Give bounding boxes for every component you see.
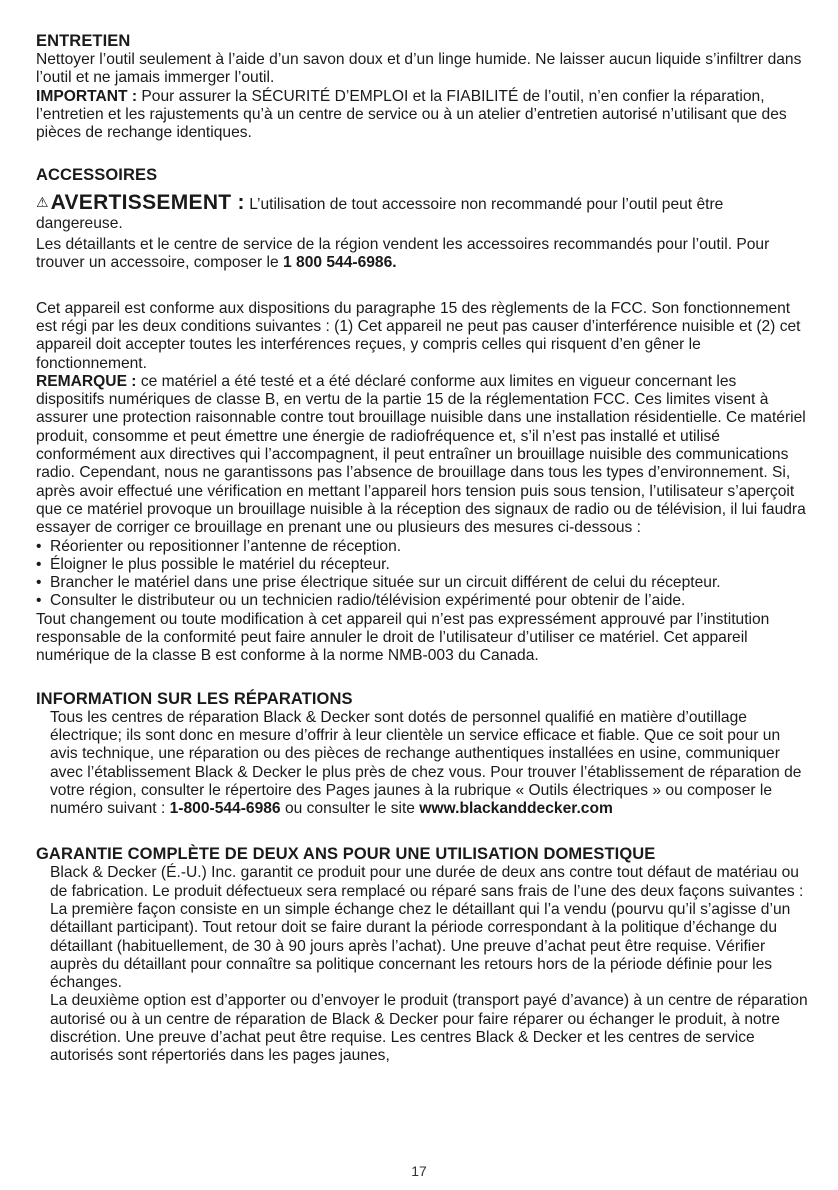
important-text: Pour assurer la SÉCURITÉ D’EMPLOI et la FIABILITÉ de l’outil, n’en confier la réparation, l’entretien et les rajustements qu’à un centre de service ou à un atelier d’entretien autorisé n’utilisant que des pièces de rechange identiques. — [36, 87, 787, 142]
garantie-heading: GARANTIE COMPLÈTE DE DEUX ANS POUR UNE UTILISATION DOMESTIQUE — [36, 845, 656, 864]
reparations-paragraph: Tous les centres de réparation Black & Decker sont dotés de personnel qualifié en matière d’outillage électrique; ils sont donc en mesure d’offrir à leur clientèle un service efficace et fiable. Que ce soit pour un avis technique, une réparation ou des pièces de rechange authentiques installées en usine, communiquer avec l’établissement Black & Decker le plus près de chez vous. Pour trouver l’établissement de réparation de votre région, consulter le répertoire des Pages jaunes à la rubrique « Outils électriques » ou composer le numéro suivant : 1-800-544-6986 ou consulter le site www.blackanddecker.com — [50, 708, 802, 818]
important-label: IMPORTANT : — [36, 87, 138, 105]
manual-page — [36, 32, 808, 1066]
garantie-paragraph: La première façon consiste en un simple échange chez le détaillant qui l’a vendu (pourvu qu’il s’agisse d’un détaillant participant). Tout retour doit se faire durant la période correspondant à la politique d’échange du détaillant (habituellement, de 30 à 90 jours après l’achat). Une preuve d’achat peut être requise. Vérifier auprès du détaillant pour connaître sa politique concernant les retours hors de la période définie pour les échanges. — [50, 900, 791, 992]
accessoires-paragraph — [36, 236, 808, 273]
accessoires-phone: 1 800 544-6986. — [283, 254, 397, 272]
fcc-bullet-item: • Éloigner le plus possible le matériel du récepteur. — [36, 555, 390, 573]
entretien-heading: ENTRETIEN — [36, 32, 131, 50]
remarque-label: REMARQUE : — [36, 372, 137, 390]
warning-triangle-icon: ⚠ — [36, 194, 49, 211]
garantie-paragraph: La deuxième option est d’apporter ou d’envoyer le produit (transport payé d’avance) à un centre de réparation autorisé ou à un centre de réparation de Black & Decker pour faire réparer ou échanger le produit, à notre discrétion. Une preuve d’achat peut être requise. Les centres Black & Decker et les centres de service autorisés sont répertoriés dans les pages jaunes, — [50, 992, 808, 1065]
fcc-paragraph: Cet appareil est conforme aux dispositions du paragraphe 15 des règlements de la FCC. Son fonctionnement est régi par les deux conditions suivantes : (1) Cet appareil ne peut pas causer d’interférence nuisible et (2) cet appareil doit accepter toutes les interférences reçues, y compris celles qui risquent d’en gêner le fonctionnement. — [36, 299, 801, 372]
website-link[interactable]: www.blackanddecker.com — [419, 800, 613, 818]
warning-paragraph — [36, 193, 808, 233]
important-paragraph — [36, 88, 808, 143]
reparations-phone: 1-800-544-6986 — [169, 800, 281, 818]
remarque-paragraph — [36, 373, 808, 538]
reparations-heading: INFORMATION SUR LES RÉPARATIONS — [36, 689, 353, 708]
entretien-paragraph: Nettoyer l’outil seulement à l’aide d’un savon doux et d’un linge humide. Ne laisser aucun liquide s’infiltrer dans l’outil et ne jamais immerger l’outil. — [36, 51, 802, 87]
warning-text: L’utilisation de tout accessoire non recommandé pour l’outil peut être dangereuse. — [36, 196, 724, 232]
warning-label: AVERTISSEMENT : — [50, 191, 245, 215]
page-number: 17 — [411, 1163, 427, 1179]
accessoires-text: Les détaillants et le centre de service de la région vendent les accessoires recommandés pour l’outil. Pour trouver un accessoire, composer le — [36, 236, 770, 272]
fcc-bullet-item: • Brancher le matériel dans une prise électrique située sur un circuit différent de celui du récepteur. — [36, 574, 721, 592]
fcc-bullet-item: • Consulter le distributeur ou un technicien radio/télévision expérimenté pour obtenir de l’aide. — [36, 592, 686, 610]
garantie-paragraph: Black & Decker (É.-U.) Inc. garantit ce produit pour une durée de deux ans contre tout défaut de matériau ou de fabrication. Le produit défectueux sera remplacé ou réparé sans frais de l’une des deux façons suivantes : — [50, 864, 804, 900]
fcc-modification-paragraph: Tout changement ou toute modification à cet appareil qui n’est pas expressément approuvé par l’institution responsable de la conformité peut faire annuler le droit de l’utilisateur d’utiliser ce matériel. Cet appareil numérique de la classe B est conforme à la norme NMB-003 du Canada. — [36, 610, 770, 665]
fcc-bullet-item: • Réorienter ou repositionner l’antenne de réception. — [36, 537, 402, 555]
remarque-text: ce matériel a été testé et a été déclaré conforme aux limites en vigueur concernant les dispositifs numériques de classe B, en vertu de la partie 15 de la réglementation FCC. Ces limites visent à assurer une protection raisonnable contre tout brouillage nuisible dans une installation résidentielle. Ce matériel produit, consomme et peut émettre une énergie de radiofréquence et, s’il n’est pas installé et utilisé conformément aux directives qui l’accompagnent, il peut entraîner un brouillage nuisible des communications radio. Cependant, nous ne garantissons pas l’absence de brouillage dans tous les types d’environnement. Si, après avoir effectué une vérification en mettant l’appareil hors tension puis sous tension, l’utilisateur s’aperçoit que ce matériel provoque un brouillage nuisible à la réception des signaux de radio ou de télévision, il lui faudra essayer de corriger ce brouillage en prenant une ou plusieurs des mesures ci-dessous : — [36, 372, 806, 537]
accessoires-heading: ACCESSOIRES — [36, 166, 158, 185]
